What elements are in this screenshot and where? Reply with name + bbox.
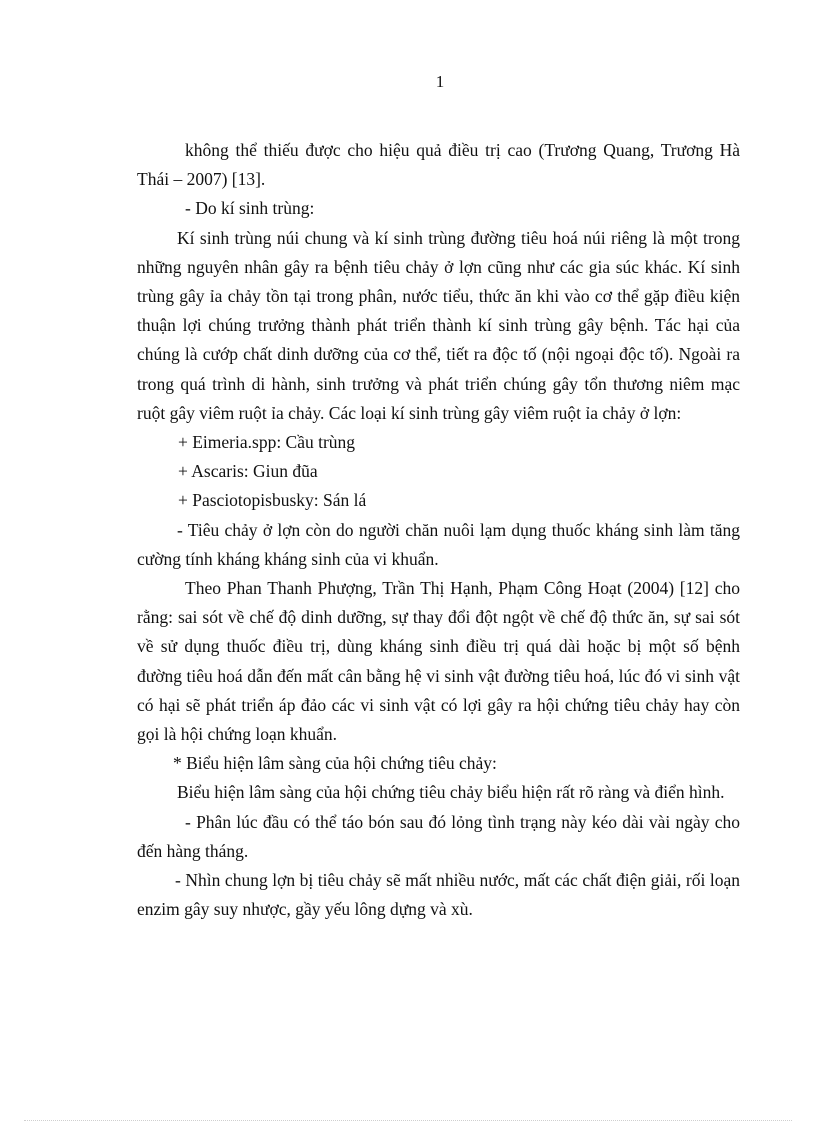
paragraph-parasites: Kí sinh trùng núi chung và kí sinh trùng đường tiêu hoá núi riêng là một trong những nguyên nhân gây ra bệnh tiêu chảy ở lợn cũng như các gia súc khác. Kí sinh trùng gây ỉa chảy tồn tại trong phân, nước tiểu, thức ăn khi vào cơ thể gặp điều kiện thuận lợi chúng trưởng thành phát triển thành kí sinh trùng gây bệnh. Tác hại của chúng là cướp chất dinh dưỡng của cơ thể, tiết ra độc tố (nội ngoại độc tố). Ngoài ra trong quá trình di hành, sinh trưởng và phát triển chúng gây tổn thương niêm mạc ruột gây viêm ruột ỉa chảy. Các loại kí sinh trùng gây viêm ruột ỉa chảy ở lợn: bbox=[137, 227, 740, 423]
page-bottom-border bbox=[24, 1120, 792, 1121]
paragraph-stool: - Phân lúc đầu có thể táo bón sau đó lỏng tình trạng này kéo dài vài ngày cho đến hàng tháng. bbox=[137, 811, 740, 861]
paragraph-clinical-signs: Biểu hiện lâm sàng của hội chứng tiêu chảy biểu hiện rất rõ ràng và điển hình. bbox=[177, 782, 725, 803]
paragraph-antibiotic-misuse: - Tiêu chảy ở lợn còn do người chăn nuôi lạm dụng thuốc kháng sinh làm tăng cường tính kháng kháng sinh của vi khuẩn. bbox=[137, 519, 740, 569]
paragraph-citation-phan: Theo Phan Thanh Phượng, Trần Thị Hạnh, Phạm Công Hoạt (2004) [12] cho rằng: sai sót về chế độ dinh dưỡng, sự thay đổi đột ngột về chế độ thức ăn, sự sai sót về sử dụng thuốc điều trị, dùng kháng sinh điều trị quá dài hoặc bị một số bệnh đường tiêu hoá dẫn đến mất cân bằng hệ vi sinh vật đường tiêu hoá, lúc đó vi sinh vật có hại sẽ phát triển áp đảo các vi sinh vật có lợi gây ra hội chứng tiêu chảy hay còn gọi là hội chứng loạn khuẩn. bbox=[137, 578, 740, 745]
page-number: 1 bbox=[435, 72, 445, 91]
list-item-pasciotopisbusky: + Pasciotopisbusky: Sán lá bbox=[178, 490, 367, 511]
paragraph-treatment-note: không thể thiếu được cho hiệu quả điều trị cao (Trương Quang, Trương Hà Thái – 2007) [13]. bbox=[137, 140, 740, 190]
document-body bbox=[137, 136, 740, 924]
heading-clinical-signs: * Biểu hiện lâm sàng của hội chứng tiêu chảy: bbox=[173, 753, 497, 774]
paragraph-dehydration: - Nhìn chung lợn bị tiêu chảy sẽ mất nhiều nước, mất các chất điện giải, rối loạn enzim gây suy nhược, gầy yếu lông dựng và xù. bbox=[137, 870, 740, 920]
list-item-eimeria: + Eimeria.spp: Cầu trùng bbox=[178, 432, 356, 453]
heading-parasite-cause: - Do kí sinh trùng: bbox=[185, 198, 315, 219]
list-item-ascaris: + Ascaris: Giun đũa bbox=[178, 461, 318, 482]
